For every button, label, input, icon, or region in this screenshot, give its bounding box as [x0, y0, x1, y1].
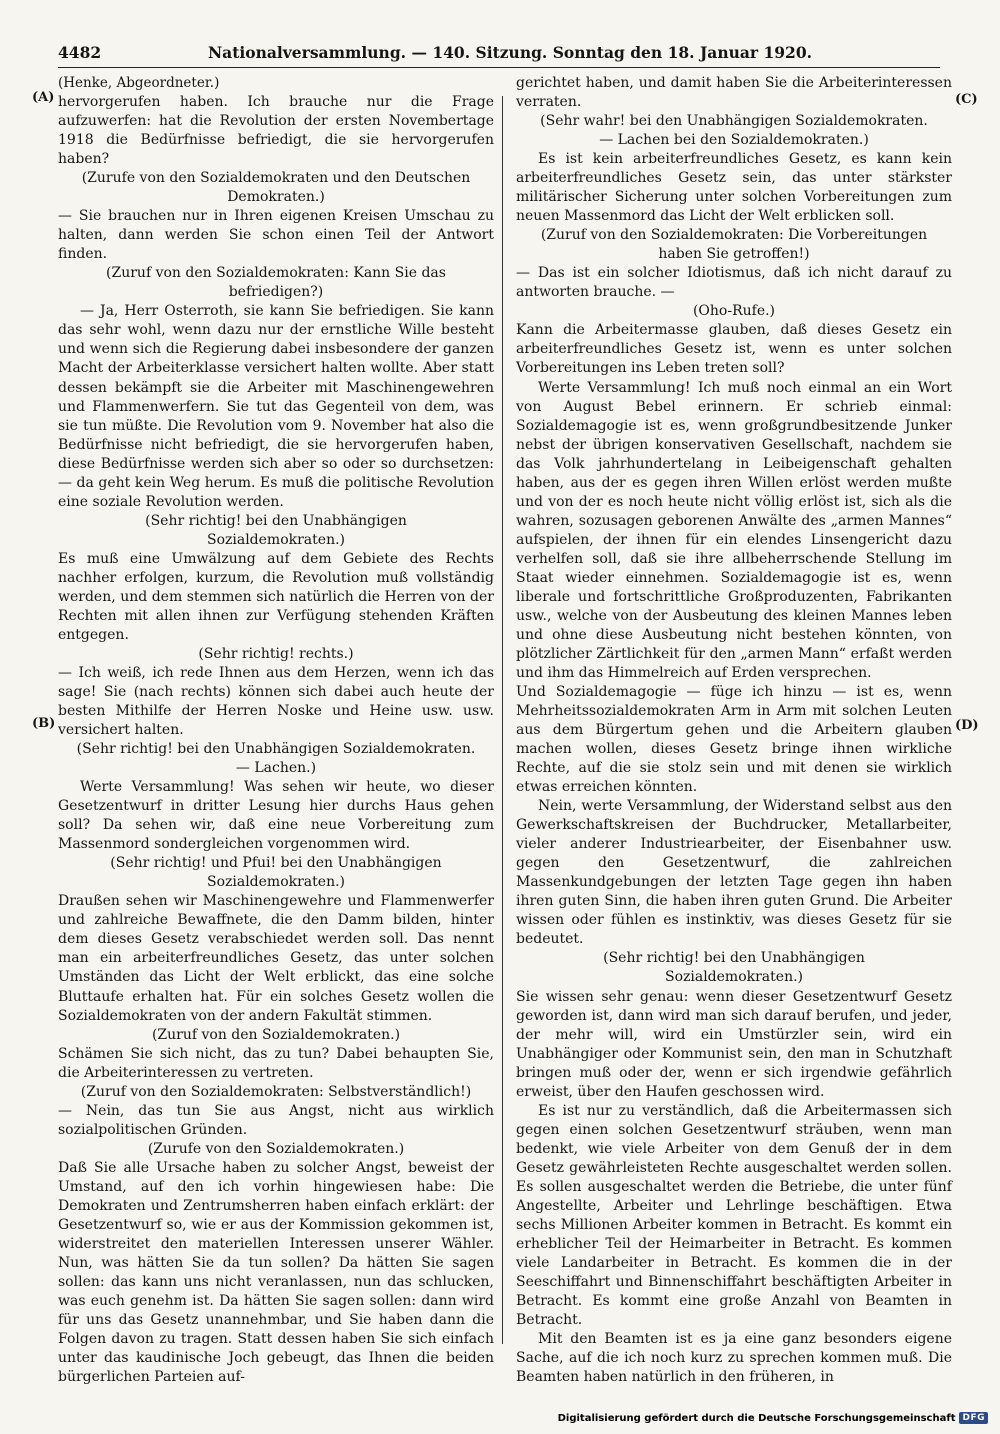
paragraph: hervorgerufen haben. Ich brauche nur die Frage aufzuwerfen: hat die Revolution der ersten Novembertage 1918 die Bedürfnisse befriedigt, die sie hervorgerufen haben? [58, 94, 494, 168]
running-header [58, 40, 940, 68]
paragraph: gerichtet haben, und damit haben Sie die Arbeiterinteressen verraten. [516, 75, 952, 111]
interjection: (Sehr richtig! bei den Unabhängigen Sozialdemokraten.) [145, 512, 407, 548]
paragraph: Es muß eine Umwälzung auf dem Gebiete des Rechts nachher erfolgen, kurzum, die Revolution muß vollständig werden, und dem stemmen sich natürlich die Herren von der Rechten mit allen ihnen zur Verfügung stehenden Kräften entgegen. [58, 550, 494, 643]
interjection: (Zuruf von den Sozialdemokraten: Kann Sie das befriedigen?) [106, 265, 446, 301]
interjection: (Zuruf von den Sozialdemokraten: Selbstverständlich!) [80, 1083, 472, 1100]
interjection: (Sehr richtig! bei den Unabhängigen Sozialdemokraten. — Lachen.) [76, 741, 476, 777]
interjection: (Sehr richtig! bei den Unabhängigen Sozialdemokraten.) [603, 950, 865, 986]
paragraph: Werte Versammlung! Was sehen wir heute, wo dieser Gesetzentwurf in dritter Lesung hier durchs Haus gehen soll? Da sehen wir, daß eine neue Vorbereitung zum Massenmord sondergleichen vorgenommen wird. [58, 779, 494, 853]
paragraph: Kann die Arbeitermasse glauben, daß dieses Gesetz ein arbeiterfreundliches Gesetz ist, wenn es unter solchen Vorbereitungen ins Leben treten soll? [516, 322, 952, 377]
paragraph: Und Sozialdemagogie — füge ich hinzu — ist es, wenn Mehrheitssozialdemokraten Arm in Arm mit solchen Leuten aus dem Bürgertum gehen und die Arbeitern glauben machen wollen, dieses Gesetz bringe ihnen wirkliche Rechte, auf die sie stolz sein und mit denen sie wirklich etwas erreichen könnten. [516, 684, 952, 796]
paragraph: Sie wissen sehr genau: wenn dieser Gesetzentwurf Gesetz geworden ist, dann wird man sich darauf berufen, und jeder, der mehr will, wird ein Umstürzler sein, wird ein Unabhängiger oder Kommunist sein, den man in Schutzhaft bringen muß oder der, wenn er sich irgendwie gefährlich erweist, über den Haufen geschossen wird. [516, 988, 952, 1100]
margin-letter-d: (D) [955, 718, 979, 733]
interjection: (Sehr wahr! bei den Unabhängigen Sozialdemokraten. — Lachen bei den Sozialdemokraten.) [540, 113, 928, 149]
right-column [516, 74, 952, 1387]
footer-credit-text: Digitalisierung gefördert durch die Deutsche Forschungsgemeinschaft [557, 1412, 956, 1424]
paragraph: — Ja, Herr Osterroth, sie kann Sie befriedigen. Sie kann das sehr wohl, wenn dazu nur der ernstliche Wille besteht und wenn sich die Regierung dabei insbesondere der ganzen Macht der Arbeiterklasse versichert halten wollte. Aber statt dessen bekämpft sie die Arbeiter mit Maschinengewehren und Flammenwerfern. Sie tut das Gegenteil von dem, was sie tun müßte. Die Revolution vom 9. November hat also die Bedürfnisse nicht befriedigt, die sie hervorgerufen haben, diese Bedürfnisse werden sich aber so oder so durchsetzen: — da geht kein Weg herum. Es muß die politische Revolution eine soziale Revolution werden. [58, 303, 494, 510]
interjection: (Zuruf von den Sozialdemokraten: Die Vorbereitungen haben Sie getroffen!) [540, 227, 928, 263]
running-title: Nationalversammlung. — 140. Sitzung. Sonntag den 18. Januar 1920. [208, 43, 813, 62]
paragraph: Schämen Sie sich nicht, das zu tun? Dabei behaupten Sie, die Arbeiterinteressen zu vertreten. [58, 1045, 494, 1081]
interjection: (Sehr richtig! und Pfui! bei den Unabhängigen Sozialdemokraten.) [110, 855, 442, 891]
dfg-logo: DFG [959, 1412, 988, 1424]
paragraph: Es ist nur zu verständlich, daß die Arbeitermassen sich gegen einen solchen Gesetzentwurf sträuben, wenn man bedenkt, wie viele Arbeiter von dem Genuß der in dem Gesetz gewährleisteten Rechte ausgeschaltet werden sollen. Es sollen ausgeschaltet werden die Betriebe, die unter fünf Angestellte, Arbeiter und Lehrlinge beschäftigen. Etwa sechs Millionen Arbeiter kommen in Betracht. Es kommt ein erheblicher Teil der Heimarbeiter in Betracht. Es kommen viele Landarbeiter in Betracht. Es kommen die in der Seeschiffahrt und Binnenschiffahrt beschäftigten Arbeiter in Betracht. Es kommt eine große Anzahl von Beamten in Betracht. [516, 1102, 952, 1329]
paragraph: Daß Sie alle Ursache haben zu solcher Angst, beweist der Umstand, auf den ich vorhin hingewiesen habe: Die Demokraten und Zentrumsherren haben einfach erklärt: der Gesetzentwurf so, wie er aus der Kommission gekommen ist, widerstreitet den materiellen Interessen unserer Wähler. Nun, was hätten Sie da tun sollen? Da hätten Sie sagen sollen: das kann uns nicht veranlassen, nun das schlucken, was euch genehm ist. Da hätten Sie sagen sollen: dann wird für uns das Gesetz unannehmbar, und Sie haben dann die Folgen davon zu tragen. Statt dessen haben Sie sich einfach unter das kaudinische Joch gebeugt, das Ihnen die beiden bürgerlichen Parteien auf- [58, 1159, 494, 1386]
margin-letter-c: (C) [955, 92, 978, 107]
paragraph: Mit den Beamten ist es ja eine ganz besonders eigene Sache, auf die ich noch kurz zu sprechen kommen muß. Die Beamten haben natürlich in den früheren, in [516, 1331, 952, 1386]
interjection: (Zurufe von den Sozialdemokraten und den Deutschen Demokraten.) [81, 170, 471, 206]
paragraph: — Sie brauchen nur in Ihren eigenen Kreisen Umschau zu halten, dann werden Sie schon einen Teil der Antwort finden. [58, 208, 494, 263]
column-divider [502, 96, 503, 1344]
speaker-line: (Henke, Abgeordneter.) [58, 75, 220, 91]
interjection: (Zurufe von den Sozialdemokraten.) [147, 1140, 405, 1157]
interjection: (Oho-Rufe.) [692, 303, 776, 320]
margin-letter-a: (A) [32, 90, 55, 105]
paragraph: — Das ist ein solcher Idiotismus, daß ich nicht darauf zu antworten brauche. — [516, 265, 952, 301]
interjection: (Zuruf von den Sozialdemokraten.) [151, 1026, 401, 1043]
left-column [58, 74, 494, 1387]
page-number: 4482 [58, 43, 102, 62]
paragraph: Werte Versammlung! Ich muß noch einmal an ein Wort von August Bebel erinnern. Er schrieb einmal: Sozialdemagogie ist es, wenn großgrundbesitzende Junker nebst der übrigen konservativen Gesellschaft, nachdem sie das Volk jahrhundertelang in Leibeigenschaft gehalten haben, aus der es gegen ihren Willen erlöst werden mußte und von der es noch heute nicht völlig erlöst ist, sich als die wahren, sozusagen geborenen Anwälte des „armen Mannes“ aufspielen, der ihnen für ein elendes Linsengericht dazu verhelfen soll, daß sie ihre allbeherrschende Stellung im Staat wieder einnehmen. Sozialdemagogie ist es, wenn liberale und fortschrittliche Großproduzenten, Fabrikanten usw., welche von der Ausbeutung des kleinen Mannes leben und ohne diese Ausbeutung nicht bestehen könnten, von plötzlicher Zärtlichkeit für den „armen Mann“ erfaßt werden und ihm das Himmelreich auf Erden versprechen. [516, 379, 952, 681]
margin-letter-b: (B) [32, 716, 56, 731]
paragraph: Es ist kein arbeiterfreundliches Gesetz, es kann kein arbeiterfreundliches Gesetz sein, das unter stärkster militärischer Sicherung unter solchen Vorbereitungen zum neuen Massenmord das Licht der Welt erblicken soll. [516, 151, 952, 225]
interjection: (Sehr richtig! rechts.) [198, 645, 354, 662]
paragraph: Nein, werte Versammlung, der Widerstand selbst aus den Gewerkschaftskreisen der Buchdrucker, Metallarbeiter, vieler anderer Industriearbeiter, der Eisenbahner usw. gegen den Gesetzentwurf, die zahlreichen Massenkundgebungen der letzten Tage gegen ihn haben ihren guten Sinn, die haben ihren guten Grund. Die Arbeiter wissen oder fühlen es instinktiv, was dieses Gesetz für sie bedeutet. [516, 798, 952, 948]
paragraph: — Ich weiß, ich rede Ihnen aus dem Herzen, wenn ich das sage! Sie (nach rechts) können sich dabei auch heute der besten Mithilfe der Herren Noske und Heine usw. usw. versichert halten. [58, 664, 494, 739]
footer-credit [558, 1409, 988, 1427]
paragraph: — Nein, das tun Sie aus Angst, nicht aus wirklich sozialpolitischen Gründen. [58, 1102, 494, 1138]
paragraph: Draußen sehen wir Maschinengewehre und Flammenwerfer und zahlreiche Bewaffnete, die den Damm bilden, hinter dem dieses Gesetz verabschiedet werden soll. Das nennt man ein arbeiterfreundliches Gesetz, das unter solchen Umständen das Licht der Welt erblickt, das eine solche Bluttaufe erhalten hat. Für ein solches Gesetz wollen die Sozialdemokraten von der andern Fakultät stimmen. [58, 893, 494, 1024]
